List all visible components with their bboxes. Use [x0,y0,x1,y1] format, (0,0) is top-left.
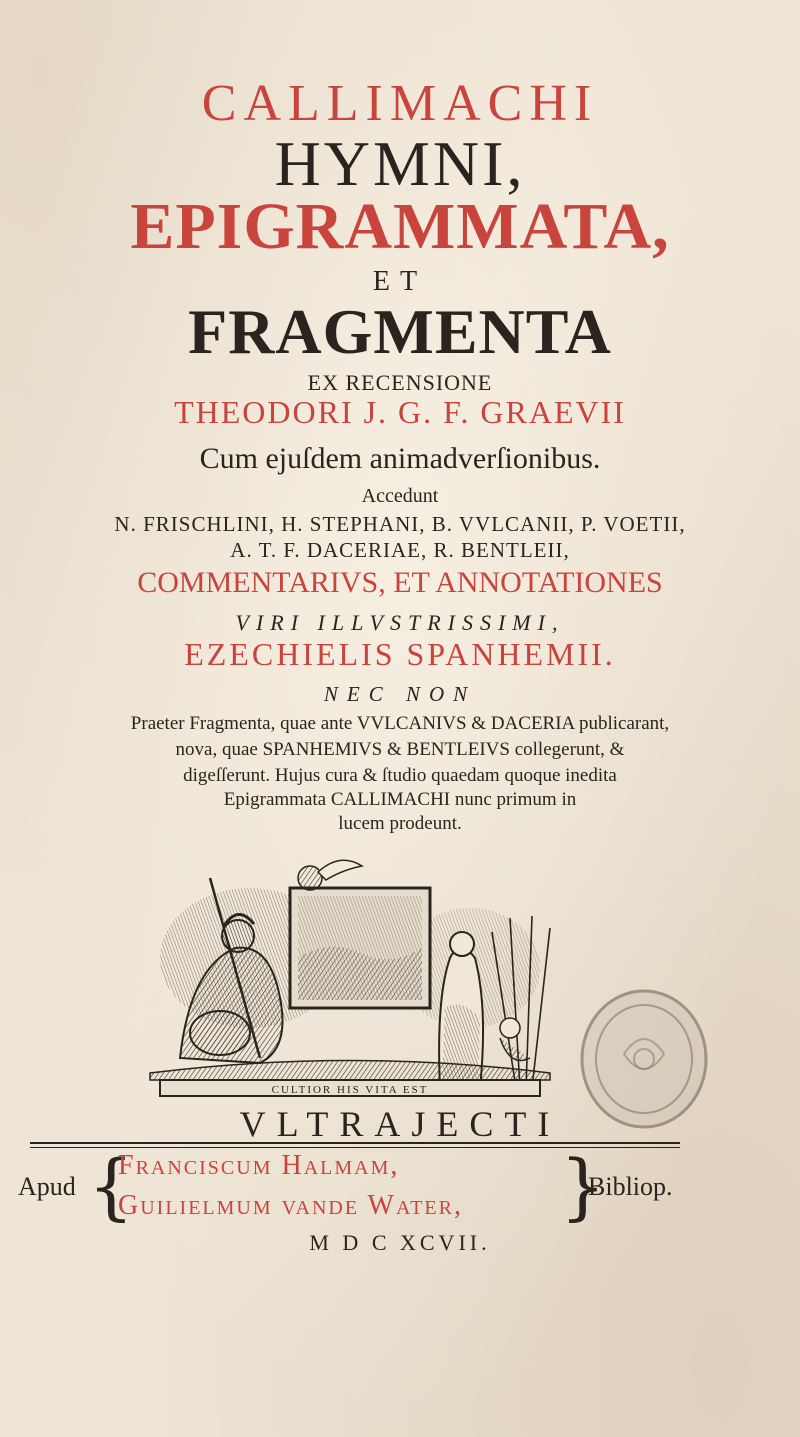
nec-non: NEC NON [323,682,477,706]
vignette-banner-text: CULTIOR HIS VITA EST [271,1084,429,1096]
title-hymni: HYMNI, [274,128,526,199]
imprint-place: VLTRAJECTI [239,1104,561,1144]
publisher-line-2: Guilielmum vande Water, [118,1190,463,1221]
bibliop-label: Bibliop. [588,1172,673,1201]
title-callimachi: CALLIMACHI [201,75,599,132]
ezechielis-spanhemii: EZECHIELIS SPANHEMII. [184,636,616,672]
commentators-line-1: N. FRISCHLINI, H. STEPHANI, B. VVLCANII, P. VOETII, [114,512,686,536]
apud-label: Apud [18,1172,76,1201]
paragraph-line-3: digeſſerunt. Hujus cura & ſtudio quaedam quoque inedita [183,765,617,786]
editor-name: THEODORI J. G. F. GRAEVII [174,394,626,430]
viri-illustrissimi: VIRI ILLVSTRISSIMI, [235,610,565,635]
commentarius-line: COMMENTARIVS, ET ANNOTATIONES [137,566,663,599]
accedunt: Accedunt [361,485,439,507]
commentators-line-2: A. T. F. DACERIAE, R. BENTLEII, [230,538,570,562]
paragraph-line-1: Praeter Fragmenta, quae ante VVLCANIVS & DACERIA publicarant, [130,713,670,734]
imprint-date: M D C XCVII. [309,1230,491,1255]
allegorical-engraving-icon [140,848,560,1098]
paragraph-line-2: nova, quae SPANHEMIVS & BENTLEIVS collegerunt, & [175,739,625,760]
paragraph-line-4: Epigrammata CALLIMACHI nunc primum in [223,789,577,810]
publisher-line-1: Franciscum Halmam, [118,1150,400,1181]
ex-recensione: EX RECENSIONE [307,370,493,395]
title-fragmenta: FRAGMENTA [188,296,612,367]
title-epigrammata: EPIGRAMMATA, [130,190,670,263]
cum-ejusdem: Cum ejuſdem animadverſionibus. [199,442,601,475]
left-brace: { [88,1144,134,1228]
paragraph-line-5: lucem prodeunt. [338,813,462,834]
title-et: ET [372,266,428,297]
right-brace: } [560,1144,606,1228]
